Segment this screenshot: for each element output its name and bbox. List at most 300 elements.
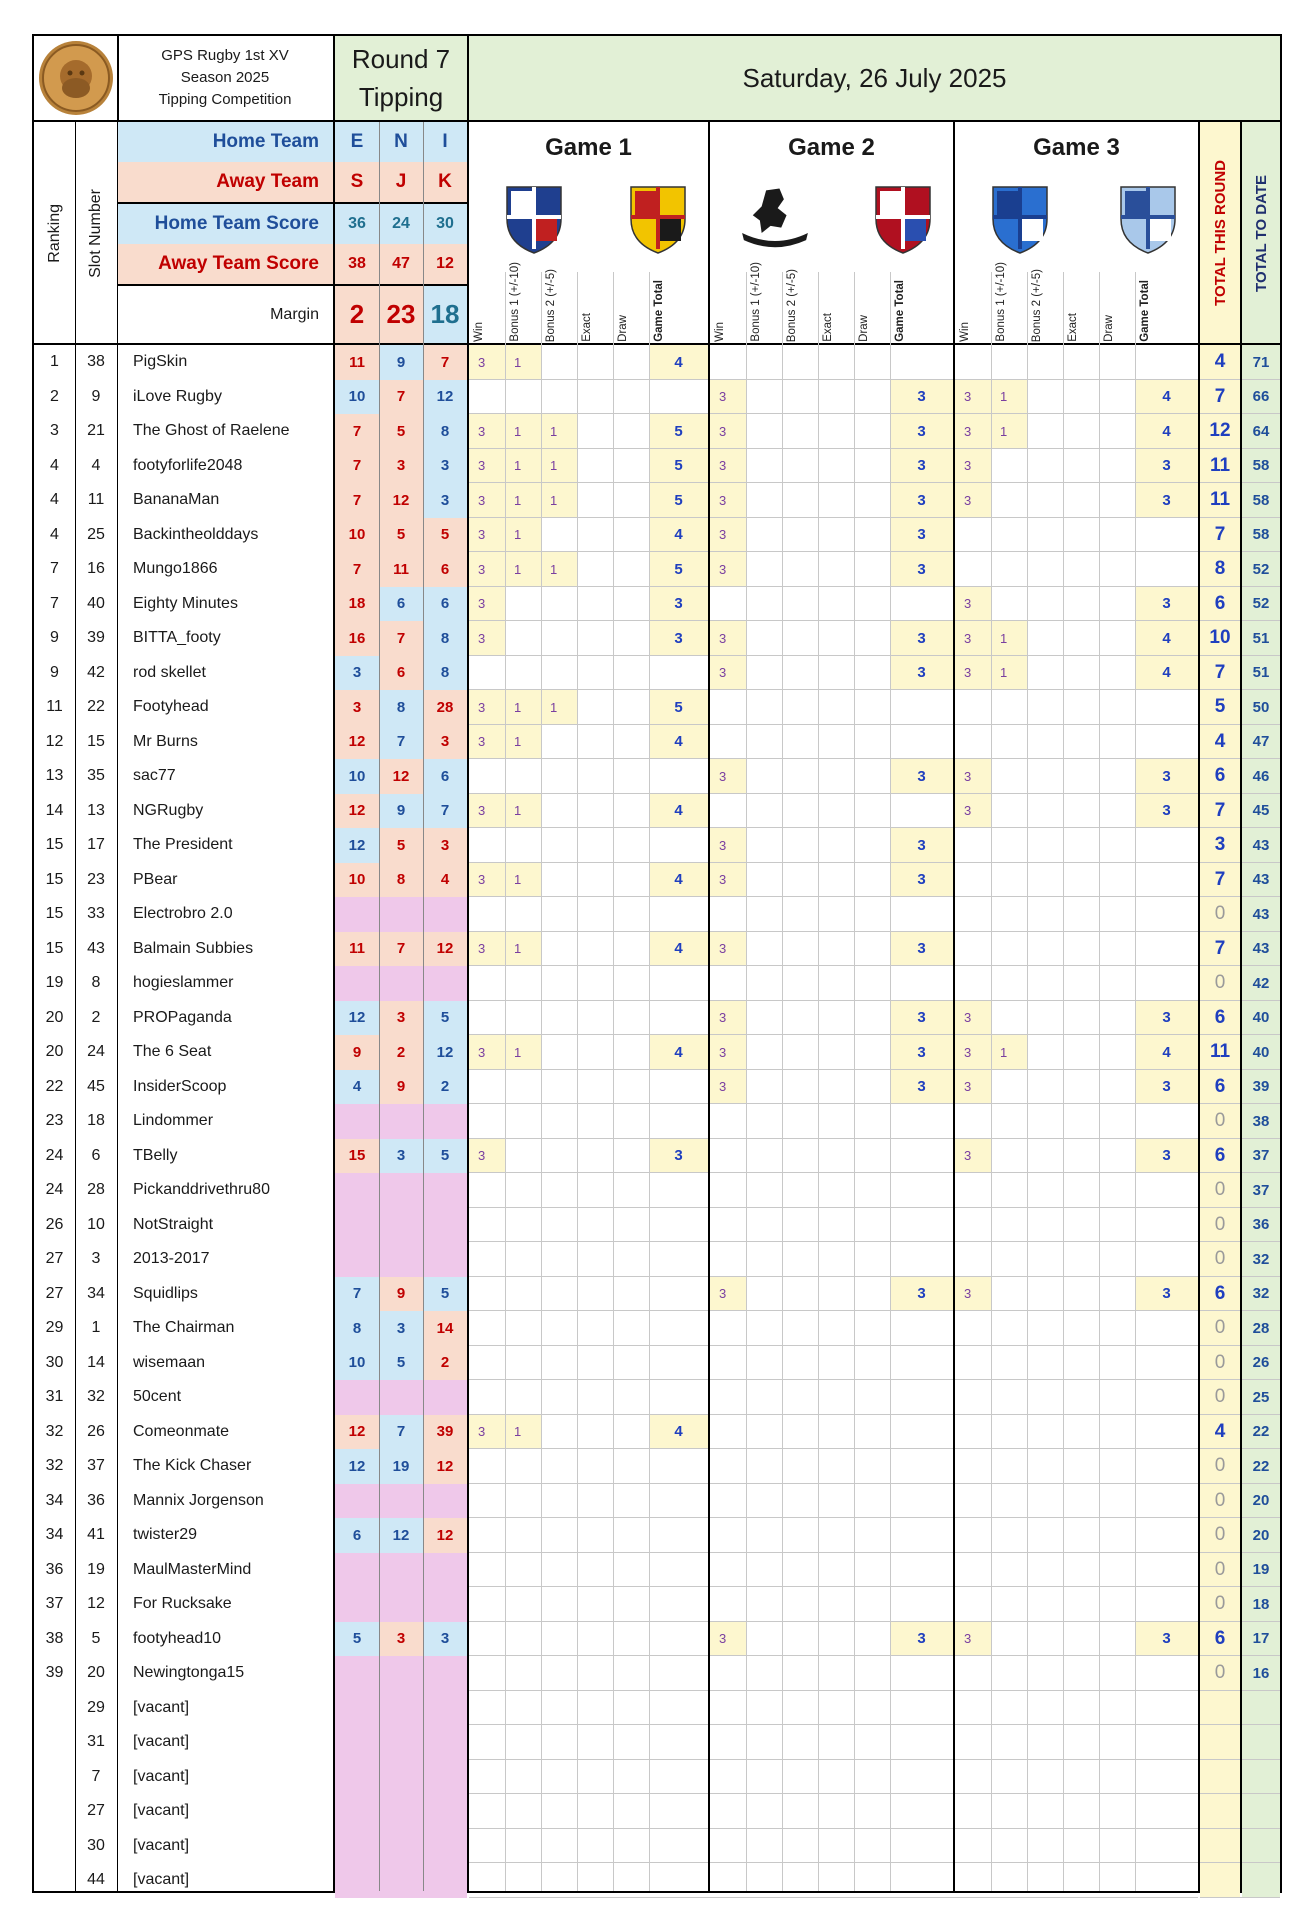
game-2-bonus1-cell xyxy=(746,1104,782,1139)
game-3-win-cell xyxy=(955,966,991,1001)
game-2-total-cell: 3 xyxy=(890,552,953,587)
game-1-title: Game 1 xyxy=(545,134,632,161)
game-3-bonus1-cell xyxy=(991,1484,1027,1519)
game-1-total-cell: 3 xyxy=(649,621,708,656)
game-3-draw-cell xyxy=(1099,863,1135,898)
game-2-bonus1-cell xyxy=(746,656,782,691)
game-1-bonus2-cell xyxy=(541,1346,577,1381)
game-2-total-cell: 3 xyxy=(890,1035,953,1070)
game-1-bonus1-cell xyxy=(505,1725,541,1760)
game-3-bonus2-cell xyxy=(1027,1070,1063,1105)
table-row xyxy=(34,1829,1280,1864)
game-1-total-cell: 4 xyxy=(649,863,708,898)
rank-cell: 24 xyxy=(45,1181,64,1199)
game-3-total-cell xyxy=(1135,966,1198,1001)
tip-game-3 xyxy=(423,897,467,932)
game-2-exact-cell xyxy=(818,897,854,932)
game-1-win-cell xyxy=(469,1001,505,1036)
round-total-cell: 0 xyxy=(1200,1346,1240,1381)
tip-game-2: 12 xyxy=(379,759,423,794)
game-2-bonus1-cell xyxy=(746,1208,782,1243)
game-2-bonus1-cell xyxy=(746,932,782,967)
game-3-bonus1-cell xyxy=(991,345,1027,380)
slot-cell: 24 xyxy=(87,1043,105,1061)
round-total-cell: 6 xyxy=(1200,1277,1240,1312)
rank-cell xyxy=(34,1829,75,1864)
game-2-bonus1-cell xyxy=(746,1518,782,1553)
tip-game-2: 7 xyxy=(379,380,423,415)
game-2-bonus1-cell xyxy=(746,1346,782,1381)
tipping-label: Tipping xyxy=(358,82,444,112)
game-2-win-cell xyxy=(710,1656,746,1691)
game-1-bonus1-cell xyxy=(505,587,541,622)
table-row xyxy=(34,1449,1280,1484)
tipster-name: Mungo1866 xyxy=(133,560,218,578)
tip-game-3: 5 xyxy=(423,1277,467,1312)
game-3-draw-cell xyxy=(1099,966,1135,1001)
tip-game-3: 8 xyxy=(423,656,467,691)
game-3-bonus2-cell xyxy=(1027,1760,1063,1795)
game-2-bonus2-cell xyxy=(782,587,818,622)
game-3-total-cell xyxy=(1135,518,1198,553)
slot-cell: 18 xyxy=(87,1112,105,1130)
game-3-win-cell xyxy=(955,1104,991,1139)
game-3-exact-cell xyxy=(1063,1691,1099,1726)
game-1-win-cell: 3 xyxy=(469,1035,505,1070)
slot-cell: 13 xyxy=(87,801,105,819)
game-3-total-cell xyxy=(1135,345,1198,380)
game-1-bonus2-cell xyxy=(541,345,577,380)
away-team-label: Away Team xyxy=(117,162,335,202)
game-2-exact-cell xyxy=(818,1070,854,1105)
game-2-bonus2-cell xyxy=(782,518,818,553)
slot-cell: 2 xyxy=(91,1008,101,1026)
game-2-total-cell: 3 xyxy=(890,1277,953,1312)
game-1-exact-cell xyxy=(577,966,613,1001)
game-3-total-cell xyxy=(1135,1104,1198,1139)
game-3-exact-cell xyxy=(1063,587,1099,622)
game-1-bonus2-cell xyxy=(541,587,577,622)
game-2-total-cell: 3 xyxy=(890,483,953,518)
game-3-bonus1-cell xyxy=(991,1311,1027,1346)
slot-cell: 11 xyxy=(87,491,105,509)
tip-game-2: 8 xyxy=(379,690,423,725)
tip-game-3: 12 xyxy=(423,1518,467,1553)
game-1-draw-cell xyxy=(613,897,649,932)
game-2-bonus1-cell xyxy=(746,552,782,587)
game-2-total-cell: 3 xyxy=(890,518,953,553)
game-3-bonus1-cell: 1 xyxy=(991,1035,1027,1070)
rank-cell: 4 xyxy=(50,491,59,509)
game-3-win-cell xyxy=(955,828,991,863)
to-date-total-cell: 32 xyxy=(1242,1277,1280,1312)
game-2-draw-cell xyxy=(854,1380,890,1415)
table-row xyxy=(34,897,1280,932)
margin-3: 18 xyxy=(423,286,467,343)
slot-cell: 22 xyxy=(87,698,105,716)
table-row xyxy=(34,1622,1280,1657)
to-date-total-cell: 32 xyxy=(1242,1242,1280,1277)
tipster-name: Mannix Jorgenson xyxy=(133,1491,264,1509)
game-2-exact-cell xyxy=(818,1829,854,1864)
game-2-bonus1-cell xyxy=(746,1656,782,1691)
game-2-win-cell xyxy=(710,794,746,829)
game-1-draw-cell xyxy=(613,380,649,415)
game-2-exact-cell xyxy=(818,1346,854,1381)
game-3-win-cell xyxy=(955,552,991,587)
school-crest-yellow-icon xyxy=(618,176,698,258)
to-date-total-cell: 40 xyxy=(1242,1035,1280,1070)
tip-game-2: 7 xyxy=(379,621,423,656)
tip-game-3 xyxy=(423,1829,467,1864)
table-row xyxy=(34,1518,1280,1553)
to-date-total-cell xyxy=(1242,1760,1280,1795)
game-1-bonus2-cell xyxy=(541,1449,577,1484)
game-2-bonus2-cell xyxy=(782,932,818,967)
game-1-draw-cell xyxy=(613,1449,649,1484)
game-2-exact-cell xyxy=(818,380,854,415)
tip-game-3: 2 xyxy=(423,1346,467,1381)
to-date-total-cell: 42 xyxy=(1242,966,1280,1001)
game-3-bonus1-cell xyxy=(991,1001,1027,1036)
rank-cell xyxy=(34,1691,75,1726)
game-2-draw-cell xyxy=(854,483,890,518)
game-3-total-cell xyxy=(1135,1380,1198,1415)
tip-game-3: 5 xyxy=(423,1139,467,1174)
game-2-total-cell xyxy=(890,1380,953,1415)
game-2-bonus1-cell xyxy=(746,1001,782,1036)
game-3-total-cell: 3 xyxy=(1135,1622,1198,1657)
table-row xyxy=(34,449,1280,484)
round-total-cell: 0 xyxy=(1200,1484,1240,1519)
round-total-cell: 7 xyxy=(1200,380,1240,415)
rank-cell: 9 xyxy=(50,629,59,647)
table-row xyxy=(34,1415,1280,1450)
game-3-exact-cell xyxy=(1063,1070,1099,1105)
game-2-win-cell: 3 xyxy=(710,414,746,449)
game-3-draw-cell xyxy=(1099,1277,1135,1312)
rank-cell: 27 xyxy=(45,1284,64,1302)
game-2-total-cell: 3 xyxy=(890,414,953,449)
round-total-cell: 6 xyxy=(1200,759,1240,794)
tip-game-2: 9 xyxy=(379,794,423,829)
game-1-draw-cell xyxy=(613,725,649,760)
game-2-draw-cell xyxy=(854,345,890,380)
game-3-total-cell: 3 xyxy=(1135,1070,1198,1105)
game-1-bonus1-cell xyxy=(505,1760,541,1795)
game-3-exact-cell xyxy=(1063,794,1099,829)
game-1-bonus2-cell xyxy=(541,1622,577,1657)
table-row xyxy=(34,1208,1280,1243)
game-3-col-bonus2: Bonus 2 (+/-5) xyxy=(1031,268,1043,342)
tip-game-2 xyxy=(379,966,423,1001)
game-3-total-cell xyxy=(1135,1863,1198,1898)
tip-game-2: 5 xyxy=(379,414,423,449)
game-2-bonus2-cell xyxy=(782,690,818,725)
round-total-cell: 10 xyxy=(1200,621,1240,656)
game-3-draw-cell xyxy=(1099,1587,1135,1622)
game-2-draw-cell xyxy=(854,1725,890,1760)
slot-cell: 42 xyxy=(87,663,105,681)
game-3-draw-cell xyxy=(1099,1311,1135,1346)
game-1-bonus1-cell xyxy=(505,759,541,794)
to-date-total-cell xyxy=(1242,1863,1280,1898)
table-row xyxy=(34,518,1280,553)
table-row xyxy=(34,380,1280,415)
game-1-exact-cell xyxy=(577,1173,613,1208)
game-2-bonus2-cell xyxy=(782,1518,818,1553)
game-2-bonus1-cell xyxy=(746,483,782,518)
game-3-total-cell xyxy=(1135,1208,1198,1243)
tip-game-3: 7 xyxy=(423,345,467,380)
game-3-win-cell: 3 xyxy=(955,414,991,449)
game-3-total-cell xyxy=(1135,1484,1198,1519)
slot-cell: 4 xyxy=(91,456,101,474)
to-date-total-cell: 22 xyxy=(1242,1449,1280,1484)
table-row xyxy=(34,828,1280,863)
game-3-bonus1-cell xyxy=(991,1104,1027,1139)
tip-game-3: 8 xyxy=(423,414,467,449)
game-2-draw-cell xyxy=(854,1415,890,1450)
game-1-draw-cell xyxy=(613,1484,649,1519)
game-1-win-cell xyxy=(469,1104,505,1139)
tipster-name: [vacant] xyxy=(133,1733,190,1751)
game-3-bonus2-cell xyxy=(1027,1001,1063,1036)
game-3-draw-cell xyxy=(1099,587,1135,622)
game-2-win-cell: 3 xyxy=(710,828,746,863)
game-1-col-draw: Draw xyxy=(617,315,629,342)
tip-game-3: 14 xyxy=(423,1311,467,1346)
game-2-bonus1-cell xyxy=(746,1035,782,1070)
game-3-draw-cell xyxy=(1099,1691,1135,1726)
game-3-bonus2-cell xyxy=(1027,828,1063,863)
tip-game-1: 7 xyxy=(335,552,379,587)
game-2-draw-cell xyxy=(854,1622,890,1657)
game-3-bonus1-cell xyxy=(991,1794,1027,1829)
game-2-total-cell: 3 xyxy=(890,380,953,415)
game-1-win-cell: 3 xyxy=(469,690,505,725)
game-3-exact-cell xyxy=(1063,1863,1099,1898)
game-3-exact-cell xyxy=(1063,1829,1099,1864)
tipster-name: MaulMasterMind xyxy=(133,1560,252,1578)
slot-cell: 20 xyxy=(87,1664,105,1682)
game-1-bonus2-cell xyxy=(541,794,577,829)
game-1-win-cell: 3 xyxy=(469,725,505,760)
tip-game-1 xyxy=(335,1691,379,1726)
table-row xyxy=(34,1242,1280,1277)
game-2-win-cell xyxy=(710,1587,746,1622)
tip-game-3: 3 xyxy=(423,828,467,863)
game-2-bonus1-cell xyxy=(746,621,782,656)
game-1-exact-cell xyxy=(577,587,613,622)
game-1-exact-cell xyxy=(577,1242,613,1277)
game-2-win-cell: 3 xyxy=(710,863,746,898)
game-3-exact-cell xyxy=(1063,863,1099,898)
game-1-win-cell xyxy=(469,1863,505,1898)
tip-game-2: 12 xyxy=(379,1518,423,1553)
game-2-win-cell xyxy=(710,1794,746,1829)
game-2-exact-cell xyxy=(818,1656,854,1691)
tipster-name: Backintheolddays xyxy=(133,525,259,543)
game-2-bonus1-cell xyxy=(746,1725,782,1760)
tip-game-1 xyxy=(335,1380,379,1415)
game-3-col-win: Win xyxy=(959,322,971,342)
rank-cell: 13 xyxy=(45,767,64,785)
game-2-bonus1-cell xyxy=(746,725,782,760)
game-3-bonus2-cell xyxy=(1027,449,1063,484)
game-2-draw-cell xyxy=(854,380,890,415)
game-2-draw-cell xyxy=(854,621,890,656)
rank-cell: 38 xyxy=(45,1629,64,1647)
tipster-name: For Rucksake xyxy=(133,1595,232,1613)
game-1-total-cell xyxy=(649,1104,708,1139)
tipster-name: twister29 xyxy=(133,1526,198,1544)
to-date-total-cell: 43 xyxy=(1242,863,1280,898)
game-3-bonus2-cell xyxy=(1027,1104,1063,1139)
home-score-3: 30 xyxy=(423,204,467,244)
game-3-exact-cell xyxy=(1063,1415,1099,1450)
game-1-total-cell: 4 xyxy=(649,1415,708,1450)
tip-game-2: 5 xyxy=(379,1346,423,1381)
slot-cell: 35 xyxy=(87,767,105,785)
slot-cell: 29 xyxy=(87,1698,105,1716)
home-team-label: Home Team xyxy=(117,122,335,162)
game-1-total-cell xyxy=(649,1794,708,1829)
tip-game-1: 10 xyxy=(335,863,379,898)
game-2-total-cell xyxy=(890,794,953,829)
game-2-draw-cell xyxy=(854,966,890,1001)
game-2-exact-cell xyxy=(818,518,854,553)
tip-game-1: 12 xyxy=(335,1449,379,1484)
game-3-bonus2-cell xyxy=(1027,863,1063,898)
game-1-exact-cell xyxy=(577,1725,613,1760)
rank-cell: 2 xyxy=(50,387,59,405)
rank-cell: 31 xyxy=(45,1388,64,1406)
game-3-bonus2-cell xyxy=(1027,656,1063,691)
to-date-total-cell: 52 xyxy=(1242,552,1280,587)
game-1-bonus2-cell: 1 xyxy=(541,414,577,449)
slot-cell: 1 xyxy=(91,1319,101,1337)
game-1-total-cell xyxy=(649,759,708,794)
game-1-total-cell xyxy=(649,1622,708,1657)
game-2-win-cell xyxy=(710,966,746,1001)
game-3-draw-cell xyxy=(1099,1760,1135,1795)
round-total-cell: 0 xyxy=(1200,1587,1240,1622)
game-1-draw-cell xyxy=(613,1208,649,1243)
game-3-win-cell: 3 xyxy=(955,1139,991,1174)
slot-cell: 6 xyxy=(91,1146,101,1164)
game-1-bonus2-cell xyxy=(541,1139,577,1174)
game-3-win-cell xyxy=(955,1484,991,1519)
game-3-bonus1-cell xyxy=(991,1415,1027,1450)
game-3-exact-cell xyxy=(1063,1518,1099,1553)
game-1-win-cell xyxy=(469,1242,505,1277)
game-1-bonus1-cell: 1 xyxy=(505,449,541,484)
game-2-exact-cell xyxy=(818,1794,854,1829)
tip-game-3: 2 xyxy=(423,1070,467,1105)
game-2-draw-cell xyxy=(854,1208,890,1243)
slot-cell: 19 xyxy=(87,1560,105,1578)
table-row xyxy=(34,656,1280,691)
game-1-exact-cell xyxy=(577,863,613,898)
game-1-bonus2-cell xyxy=(541,1001,577,1036)
game-1-exact-cell xyxy=(577,1208,613,1243)
game-3-exact-cell xyxy=(1063,518,1099,553)
game-1-bonus2-cell xyxy=(541,1656,577,1691)
game-2-draw-cell xyxy=(854,1794,890,1829)
game-2-bonus2-cell xyxy=(782,1622,818,1657)
tip-game-3 xyxy=(423,1242,467,1277)
game-2-bonus2-cell xyxy=(782,1415,818,1450)
game-3-total-cell: 3 xyxy=(1135,449,1198,484)
game-3-bonus1-cell xyxy=(991,1760,1027,1795)
game-1-total-cell: 3 xyxy=(649,587,708,622)
game-3-exact-cell xyxy=(1063,552,1099,587)
game-2-win-cell: 3 xyxy=(710,518,746,553)
slot-cell: 36 xyxy=(87,1491,105,1509)
game-1-win-cell xyxy=(469,1518,505,1553)
game-3-exact-cell xyxy=(1063,932,1099,967)
game-2-win-cell xyxy=(710,1104,746,1139)
to-date-total-cell: 50 xyxy=(1242,690,1280,725)
game-1-bonus2-cell xyxy=(541,725,577,760)
tipster-name: PROPaganda xyxy=(133,1008,232,1026)
game-2-exact-cell xyxy=(818,759,854,794)
game-1-draw-cell xyxy=(613,1001,649,1036)
game-1-draw-cell xyxy=(613,863,649,898)
game-2-bonus1-cell xyxy=(746,345,782,380)
table-row xyxy=(34,345,1280,380)
game-2-total-cell: 3 xyxy=(890,1001,953,1036)
game-2-draw-cell xyxy=(854,1829,890,1864)
slot-cell: 30 xyxy=(87,1836,105,1854)
tipster-name: 50cent xyxy=(133,1388,182,1406)
tip-game-2: 9 xyxy=(379,1277,423,1312)
game-2-win-cell xyxy=(710,1518,746,1553)
game-1-bonus1-cell: 1 xyxy=(505,725,541,760)
game-2-win-cell xyxy=(710,725,746,760)
game-1-bonus2-cell xyxy=(541,863,577,898)
game-1-win-cell xyxy=(469,1277,505,1312)
rank-cell: 22 xyxy=(45,1077,64,1095)
game-3-bonus1-cell xyxy=(991,1863,1027,1898)
game-3-bonus2-cell xyxy=(1027,1449,1063,1484)
game-1-total-cell xyxy=(649,1242,708,1277)
game-2-total-cell xyxy=(890,1691,953,1726)
game-3-total-cell xyxy=(1135,1725,1198,1760)
game-1-draw-cell xyxy=(613,1656,649,1691)
game-2-win-cell xyxy=(710,1242,746,1277)
game-3-total-cell: 4 xyxy=(1135,1035,1198,1070)
game-1-win-cell: 3 xyxy=(469,518,505,553)
game-1-bonus2-cell xyxy=(541,1484,577,1519)
game-1-total-cell xyxy=(649,1725,708,1760)
game-1-exact-cell xyxy=(577,1829,613,1864)
tip-game-2: 5 xyxy=(379,518,423,553)
game-2-bonus1-cell xyxy=(746,1070,782,1105)
game-3-win-cell xyxy=(955,1449,991,1484)
game-2-exact-cell xyxy=(818,1277,854,1312)
tip-game-1: 8 xyxy=(335,1311,379,1346)
game-3-exact-cell xyxy=(1063,1760,1099,1795)
tip-game-1: 12 xyxy=(335,725,379,760)
game-2-bonus2-cell xyxy=(782,759,818,794)
game-3-win-cell xyxy=(955,1656,991,1691)
tip-game-2: 2 xyxy=(379,1035,423,1070)
game-3-bonus2-cell xyxy=(1027,1139,1063,1174)
tipster-name: 2013-2017 xyxy=(133,1250,210,1268)
game-1-total-cell xyxy=(649,1760,708,1795)
